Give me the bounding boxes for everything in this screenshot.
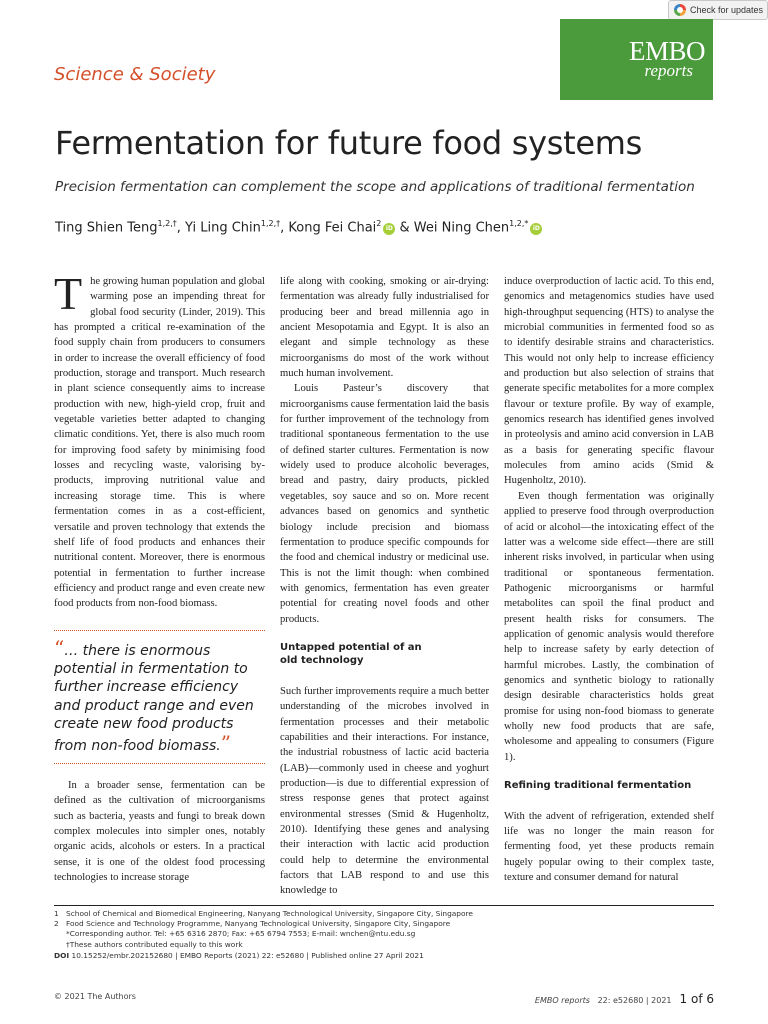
section-heading: Untapped potential of an old technology bbox=[280, 641, 422, 667]
body-column-3 bbox=[504, 274, 714, 885]
footnote-rule bbox=[54, 905, 714, 906]
body-paragraph: induce overproduction of lactic acid. To this end, genomics and metagenomics studies have used high-throughput sequencing (HTS) to analyse the microbial communities in fermented food so as to identify desirable strains and characteristics. This would not only help to increase efficiency and production but also selection of strains that generate specific metabolites for a more complex flavour or texture profile. By way of example, genomics research has identified genes involved in proteolysis and amino acid conversion in LAB as a basis for generating specific flavour molecules from amino acids (Smid & Hugenholtz, 2010). bbox=[504, 276, 714, 487]
body-paragraph: Even though fermentation was originally applied to preserve food through overproduction of acid or alcohol—the intoxicating effect of the latter was a welcome side effect—there are still inherent risks involved, in particular when using traditional or spontaneous fermentation. Pathogenic microorganisms or harmful metabolites can spoil the final product and present health risks for consumers. The application of genomic analysis would therefore help to increase safety by early detection of harmful microbes. Lastly, the combination of genomics and synthetic biology to rationally design desirable characteristics holds great promise for using non-food biomass to generate wholly new food products that are safe, wholesome and appealing to consumers (Figure 1). bbox=[504, 490, 714, 763]
author-name: Ting Shien Teng bbox=[55, 220, 158, 236]
equal-contribution-note: †These authors contributed equally to this work bbox=[66, 939, 243, 949]
journal-logo bbox=[560, 19, 713, 100]
intro-paragraph bbox=[54, 268, 265, 612]
check-for-updates-badge[interactable] bbox=[668, 0, 768, 20]
doi-label: DOI bbox=[54, 950, 70, 960]
body-paragraph: Louis Pasteur’s discovery that microorganisms cause fermentation laid the basis for further improvement of the technology from traditional spontaneous fermentation to the use of defined starter cultures. Fermentation is now widely used to produce alcoholic beverages, bread and pastry, dairy products, pickled vegetables, soy sauce and so on. More recent advances based on genomics and synthetic biology include precision and biomass fermentation to produce specific compounds for the food and chemical industry or medicinal use. This is not the limit though: when combined with genomics, fermentation has even greater potential for creating novel foods and other products. bbox=[280, 383, 489, 625]
section-heading: Refining traditional fermentation bbox=[504, 780, 692, 791]
author-affiliation: 1,2,* bbox=[509, 219, 529, 228]
pull-quote-text: … there is enormous potential in fermentation to further increase efficiency and product range and even create new food products from non-food biomass. bbox=[54, 642, 254, 754]
author-name: Kong Fei Chai bbox=[288, 220, 377, 236]
author-separator: , bbox=[280, 220, 289, 236]
quote-open-mark: “ bbox=[54, 635, 65, 660]
doi-link[interactable]: 10.15252/embr.202152680 | EMBO Reports (2021) 22: e52680 | Published online 27 April 2021 bbox=[71, 950, 424, 960]
footnote-number: 2 bbox=[54, 919, 59, 929]
crossmark-icon bbox=[674, 4, 686, 16]
footnotes bbox=[54, 909, 714, 961]
section-label: Science & Society bbox=[54, 64, 216, 85]
check-for-updates-label: Check for updates bbox=[690, 5, 764, 15]
pull-quote-rule-bottom bbox=[54, 763, 265, 764]
author-affiliation: 1,2,† bbox=[260, 219, 281, 228]
body-column-1 bbox=[54, 268, 265, 885]
body-paragraph: Such further improvements require a much better understanding of the microbes involved in fermentation processes and their metabolic capabilities and their interactions. For instance, the industrial robustness of lactic acid bacteria (LAB)—commonly used in cheese and yoghurt production—is due to differential expression of stress response genes that protect against environmental stresses (Smid & Hugenholtz, 2010). Identifying these genes and analysing their interaction with lactic acid production could help to determine the environmental factors that LAB respond to and use this knowledge to bbox=[280, 685, 489, 897]
page-number: 1 of 6 bbox=[679, 992, 714, 1006]
author-list bbox=[55, 219, 542, 235]
orcid-icon[interactable]: iD bbox=[530, 223, 542, 235]
quote-close-mark: ” bbox=[220, 730, 231, 755]
copyright: © 2021 The Authors bbox=[54, 992, 136, 1001]
affiliation-1: School of Chemical and Biomedical Engineering, Nanyang Technological University, Singapore City, Singapore bbox=[66, 909, 473, 918]
author-separator: , bbox=[176, 220, 186, 236]
body-paragraph: With the advent of refrigeration, extended shelf life was no longer the main reason for fermenting food, yet these products remain hugely popular owing to their complex taste, texture and consumer demand for natural bbox=[504, 810, 714, 883]
article-subtitle: Precision fermentation can complement the scope and applications of traditional fermentation bbox=[55, 179, 695, 195]
pull-quote-rule-top bbox=[54, 630, 265, 631]
author-affiliation: 1,2,† bbox=[157, 219, 177, 228]
author-affiliation: 2 bbox=[376, 219, 382, 228]
affiliation-2: Food Science and Technology Programme, Nanyang Technological University, Singapore City, Singapore bbox=[66, 919, 451, 929]
journal-name-top: EMBO bbox=[628, 36, 705, 66]
body-paragraph: In a broader sense, fermentation can be defined as the cultivation of microorganisms such as bacteria, yeasts and fungi to break down complex molecules into simpler ones, notably organic acids, alcohols or esters. In a practical sense, it is one of the oldest food processing technologies to increase storage bbox=[54, 780, 265, 884]
article-title: Fermentation for future food systems bbox=[55, 124, 643, 162]
footnote-number: 1 bbox=[54, 909, 59, 918]
author-separator: & bbox=[395, 220, 414, 236]
author-name: Wei Ning Chen bbox=[413, 220, 510, 236]
footer-journal: EMBO reports bbox=[534, 996, 590, 1005]
body-column-2 bbox=[280, 274, 489, 899]
orcid-icon[interactable]: iD bbox=[383, 223, 395, 235]
page-footer bbox=[535, 992, 714, 1006]
journal-name-bottom: reports bbox=[644, 61, 693, 80]
corresponding-author: *Corresponding author. Tel: +65 6316 2870; Fax: +65 6794 7553; E-mail: wnchen@ntu.edu.sg bbox=[66, 929, 416, 939]
footer-citation: 22: e52680 | 2021 bbox=[597, 996, 672, 1005]
drop-cap: T bbox=[54, 268, 83, 319]
intro-text: he growing human population and global warming pose an impending threat for global food security (Linder, 2019). This has prompted a critical re-examination of the food supply chain from producers to consumers in order to increase the overall efficiency of food production, storage and transport. Much research in plant science consequently aims to increase production with new, high-yield crop, fruit and vegetable varieties better adapted to changing climatic conditions. Yet, there is also much room for improving food safety by minimising food losses and recycling waste, valorising by-products, improving nutritional value and increasing storage time. This is where fermentation comes in as a cost-efficient, versatile and proven technology that extends the shelf life of food products and enhances their nutritional content. Moreover, there is enormous potential in fermentation to further increase efficiency and product range and even create new food products from non-food biomass. bbox=[54, 276, 265, 610]
body-paragraph: life along with cooking, smoking or air-drying: fermentation was already fully industrialised for producing beer and bread millennia ago in ancient Mesopotamia and Egypt. It is also an elegant and simple technology as these microorganisms do most of the work without much human involvement. bbox=[280, 276, 489, 380]
pull-quote bbox=[54, 635, 265, 755]
author-name: Yi Ling Chin bbox=[185, 220, 261, 236]
